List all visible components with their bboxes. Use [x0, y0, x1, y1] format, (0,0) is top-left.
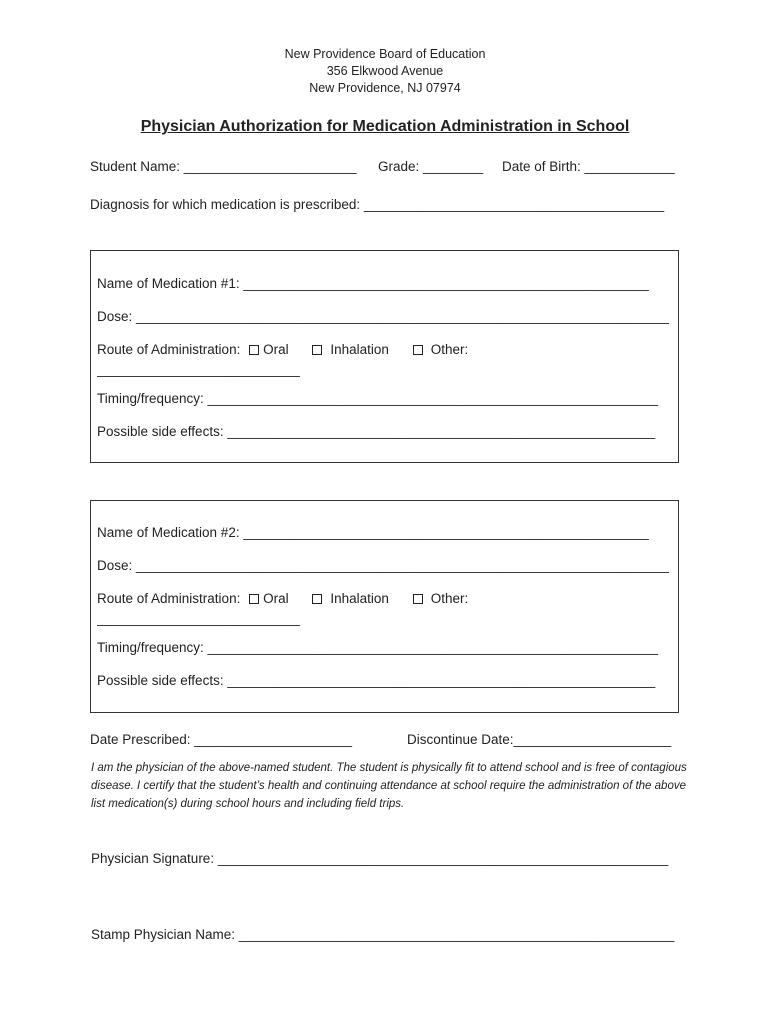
diagnosis-field[interactable]: Diagnosis for which medication is prescribed: ________________________________________ [90, 197, 665, 212]
discontinue-date-field[interactable]: Discontinue Date:_____________________ [407, 732, 672, 747]
medication-1-route-row [97, 342, 468, 357]
header-line-3: New Providence, NJ 07974 [309, 81, 461, 95]
inhalation-option-label: Inhalation [330, 342, 389, 357]
other-option-label: Other: [430, 591, 469, 606]
medication-2-timing-field[interactable]: Timing/frequency: ____________________________________________________________ [97, 640, 659, 655]
page-title: Physician Authorization for Medication Administration in School [140, 118, 630, 135]
inhalation-checkbox[interactable] [312, 345, 322, 355]
medication-1-name-field[interactable]: Name of Medication #1: ______________________________________________________ [97, 276, 649, 291]
medication-2-route-row [97, 591, 468, 606]
oral-option-label: Oral [263, 591, 289, 606]
header-line-2: 356 Elkwood Avenue [326, 64, 444, 78]
oral-checkbox[interactable] [249, 594, 259, 604]
physician-signature-field[interactable]: Physician Signature: ____________________________________________________________ [91, 851, 669, 866]
medication-1-dose-field[interactable]: Dose: _______________________________________________________________________ [97, 309, 669, 324]
medication-2-dose-field[interactable]: Dose: _______________________________________________________________________ [97, 558, 669, 573]
other-checkbox[interactable] [413, 345, 423, 355]
other-checkbox[interactable] [413, 594, 423, 604]
medication-2-name-field[interactable]: Name of Medication #2: ______________________________________________________ [97, 525, 649, 540]
medication-1-timing-field[interactable]: Timing/frequency: ____________________________________________________________ [97, 391, 659, 406]
medication-2-other-route-field[interactable]: ___________________________ [97, 611, 300, 626]
medication-2-side-effects-field[interactable]: Possible side effects: _________________________________________________________ [97, 673, 656, 688]
inhalation-option-label: Inhalation [330, 591, 389, 606]
oral-option-label: Oral [263, 342, 289, 357]
student-name-field[interactable]: Student Name: _______________________ [90, 159, 357, 174]
date-of-birth-field[interactable]: Date of Birth: ____________ [502, 159, 675, 174]
date-prescribed-field[interactable]: Date Prescribed: _____________________ [90, 732, 352, 747]
inhalation-checkbox[interactable] [312, 594, 322, 604]
grade-field[interactable]: Grade: ________ [378, 159, 484, 174]
route-label: Route of Administration: [97, 591, 241, 606]
medication-1-side-effects-field[interactable]: Possible side effects: _________________________________________________________ [97, 424, 656, 439]
route-label: Route of Administration: [97, 342, 241, 357]
oral-checkbox[interactable] [249, 345, 259, 355]
certification-statement: I am the physician of the above-named student. The student is physically fit to attend school and is free of contagious disease. I certify that the student’s health and continuing attendance at school require the administration of the above list medication(s) during school hours and including field trips. [91, 762, 687, 810]
header-line-1: New Providence Board of Education [284, 47, 486, 61]
other-option-label: Other: [430, 342, 469, 357]
stamp-physician-name-field[interactable]: Stamp Physician Name: __________________________________________________________ [91, 927, 675, 942]
medication-1-other-route-field[interactable]: ___________________________ [97, 362, 300, 377]
